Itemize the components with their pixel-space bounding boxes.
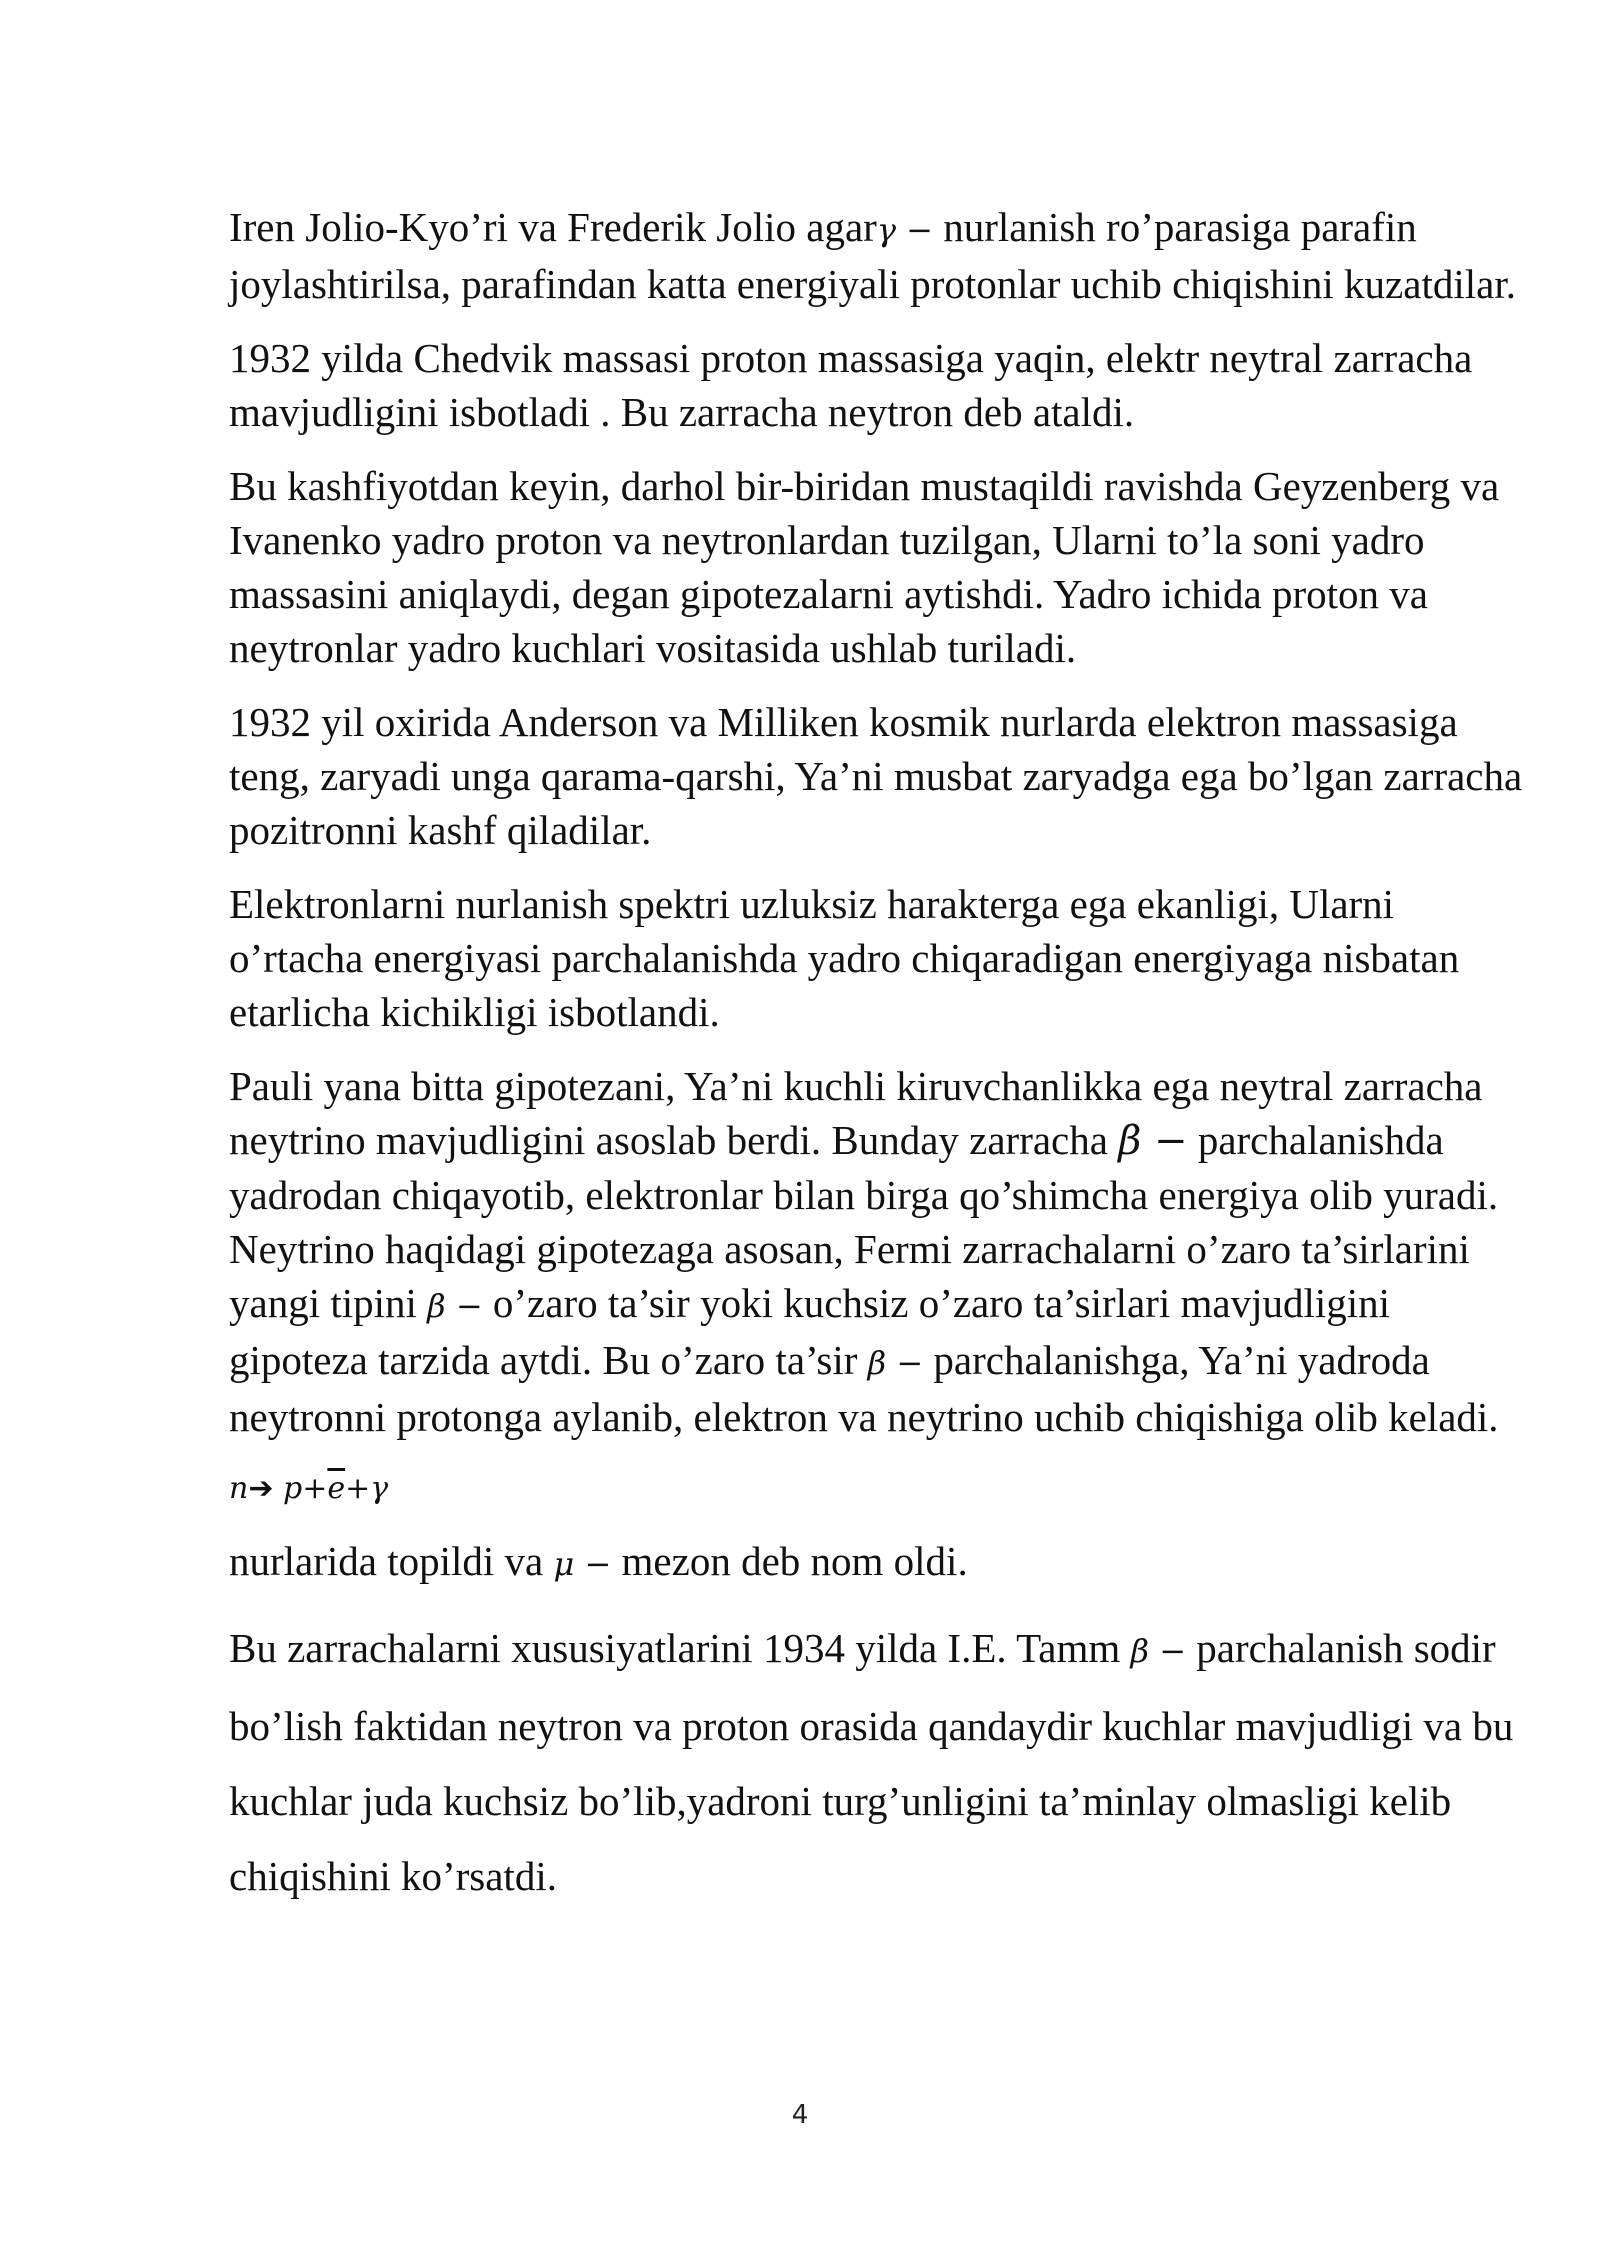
paragraph-5: Elektronlarni nurlanish spektri uzluksiz harakterga ega ekanligi, Ularni o’rtacha energiyasi parchalanishda yadro chiqaradigan energiyaga nisbatan etarlicha kichikligi isbotlandi. (229, 881, 1460, 1035)
paragraph-6-text-d: parchalanishga, Ya’ni yadroda neytronni protonga aylanib, elektron va neytrino uchib chiqishiga olib keladi. (229, 1337, 1499, 1440)
beta-symbol: β − (867, 1344, 924, 1382)
paragraph-1-text-a: Iren Jolio-Kyo’ri va Frederik Jolio agar (229, 204, 877, 250)
page-number: 4 (791, 2100, 809, 2130)
paragraph-8-text-b: parchalanish sodir bo’lish faktidan neytron va proton orasida qandaydir kuchlar mavjudligi va bu kuchlar juda kuchsiz bo’lib,yadroni turg’unligini ta’minlay olmasligi kelib chiqishini ko’rsatdi. (229, 1625, 1514, 1899)
formula-proton: p+ (273, 1471, 328, 1506)
mu-symbol: μ − (553, 1545, 612, 1583)
paragraph-6-text-c: o’zaro ta’sir yoki kuchsiz o’zaro ta’sirlari mavjudligini gipoteza tarzida aytdi. Bu o’zaro ta’sir (229, 1280, 1391, 1383)
formula-gamma: +γ (345, 1471, 389, 1506)
paragraph-7-text-b: mezon deb nom oldi. (611, 1538, 968, 1584)
formula-neutron: n (229, 1471, 249, 1506)
paragraph-6-text-a: Pauli yana bitta gipotezani, Ya’ni kuchli kiruvchanlikka ega neytral zarracha neytrino mavjudligini asoslab berdi. Bunday zarracha (229, 1063, 1483, 1163)
beta-symbol: β − (1118, 1118, 1188, 1164)
beta-symbol: β − (427, 1287, 483, 1325)
decay-formula (229, 1464, 1529, 1514)
paragraph-8 (229, 1611, 1529, 1914)
beta-symbol: β − (1130, 1632, 1187, 1670)
paragraph-6 (229, 1059, 1529, 1444)
paragraph-2: 1932 yilda Chedvik massasi proton massasiga yaqin, elektr neytral zarracha mavjudligini isbotladi . Bu zarracha neytron deb ataldi. (229, 335, 1473, 435)
paragraph-4: 1932 yil oxirida Anderson va Milliken kosmik nurlarda elektron massasiga teng, zaryadi unga qarama-qarshi, Ya’ni musbat zaryadga ega bo’lgan zarracha pozitronni kashf qiladilar. (229, 699, 1523, 853)
arrow-icon: ➔ (248, 1471, 274, 1506)
paragraph-6-text-b: parchalanishda yadrodan chiqayotib, elektronlar bilan birga qo’shimcha energiya olib yuradi. Neytrino haqidagi gipotezaga asosan, Fermi zarrachalarni o’zaro ta’sirlarini yangi tipini (229, 1117, 1499, 1326)
paragraph-1-text-b: nurlanish ro’parasiga parafin joylashtirilsa, parafindan katta energiyali protonlar uchib chiqishini kuzatdilar. (229, 204, 1516, 307)
paragraph-8-text-a: Bu zarrachalarni xususiyatlarini 1934 yilda I.E. Tamm (229, 1625, 1131, 1671)
formula-antielectron: $\overline{e}$ (327, 1471, 346, 1506)
paragraph-3: Bu kashfiyotdan keyin, darhol bir-biridan mustaqildi ravishda Geyzenberg va Ivanenko yadro proton va neytronlardan tuzilgan, Ularni to’la soni yadro massasini aniqlaydi, degan gipotezalarni aytishdi. Yadro ichida proton va neytronlar yadro kuchlari vositasida ushlab turiladi. (229, 463, 1500, 671)
body-text (229, 200, 1529, 1914)
paragraph-1 (229, 200, 1529, 311)
paragraph-7 (229, 1534, 1529, 1591)
gamma-symbol: γ − (876, 211, 933, 249)
paragraph-7-text-a: nurlarida topildi va (229, 1538, 554, 1584)
